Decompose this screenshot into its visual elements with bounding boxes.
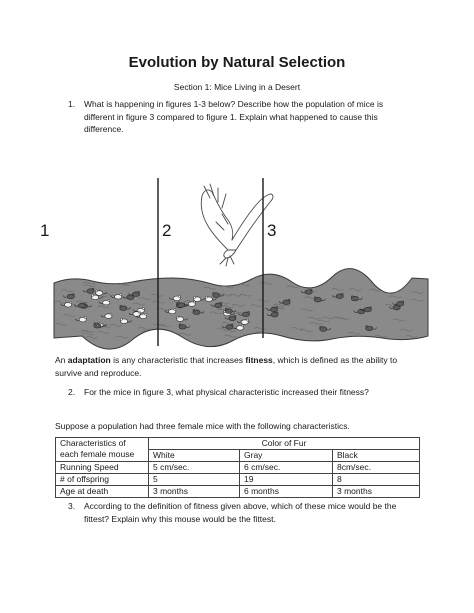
question-number: 1.	[68, 99, 76, 109]
table-intro: Suppose a population had three female mice with the following characteristics.	[55, 421, 350, 431]
panel-label-1: 1	[40, 221, 50, 240]
section-heading: Section 1: Mice Living in a Desert	[173, 82, 301, 92]
row-label: # of offspring	[56, 474, 149, 486]
question-text: What is happening in figures 1-3 below? Describe how the population of mice is different in figure 3 compared to figure 1. Explain what happened to cause this difference.	[84, 99, 384, 134]
mouse-characteristics-table	[55, 437, 420, 498]
term-fitness: fitness	[245, 355, 273, 365]
table-cell: 8	[333, 474, 420, 486]
corner-header	[56, 438, 149, 462]
question-number: 3.	[68, 501, 76, 511]
row-label: Age at death	[56, 486, 149, 498]
corner-header-line-1: Characteristics of	[60, 438, 126, 448]
panel-label-3: 3	[267, 221, 277, 240]
adaptation-definition	[55, 354, 415, 379]
table-cell: 5 cm/sec.	[149, 462, 240, 474]
table-cell: 3 months	[333, 486, 420, 498]
table-row	[56, 486, 420, 498]
table-cell: 3 months	[149, 486, 240, 498]
table-row	[56, 474, 420, 486]
group-header: Color of Fur	[149, 438, 420, 450]
term-adaptation: adaptation	[67, 355, 111, 365]
table-row	[56, 462, 420, 474]
table-cell: 19	[240, 474, 333, 486]
definition-middle: is any characteristic that increases	[110, 355, 246, 365]
corner-header-line-2: each female mouse	[60, 449, 135, 459]
table-header-row	[56, 438, 420, 450]
table-cell: 6 cm/sec.	[240, 462, 333, 474]
definition-prefix: An	[55, 355, 68, 365]
table-cell: 6 months	[240, 486, 333, 498]
mice-figure	[40, 178, 428, 346]
hawk-icon	[201, 184, 273, 266]
sand-strip	[54, 269, 428, 349]
column-header-black: Black	[333, 450, 420, 462]
question-number: 2.	[68, 387, 76, 397]
column-header-gray: Gray	[240, 450, 333, 462]
table-cell: 8cm/sec.	[333, 462, 420, 474]
row-label: Running Speed	[56, 462, 149, 474]
column-header-white: White	[149, 450, 240, 462]
definition-suffix: , which is defined as the ability to survive and reproduce.	[55, 355, 398, 378]
page-title: Evolution by Natural Selection	[128, 54, 346, 71]
figure-illustration	[40, 178, 428, 346]
question-text: For the mice in figure 3, what physical characteristic increased their fitness?	[84, 387, 369, 397]
question-text: According to the definition of fitness given above, which of these mice would be the fittest? Explain why this mouse would be the fittest.	[84, 501, 397, 524]
panel-label-2: 2	[162, 221, 172, 240]
table-cell: 5	[149, 474, 240, 486]
